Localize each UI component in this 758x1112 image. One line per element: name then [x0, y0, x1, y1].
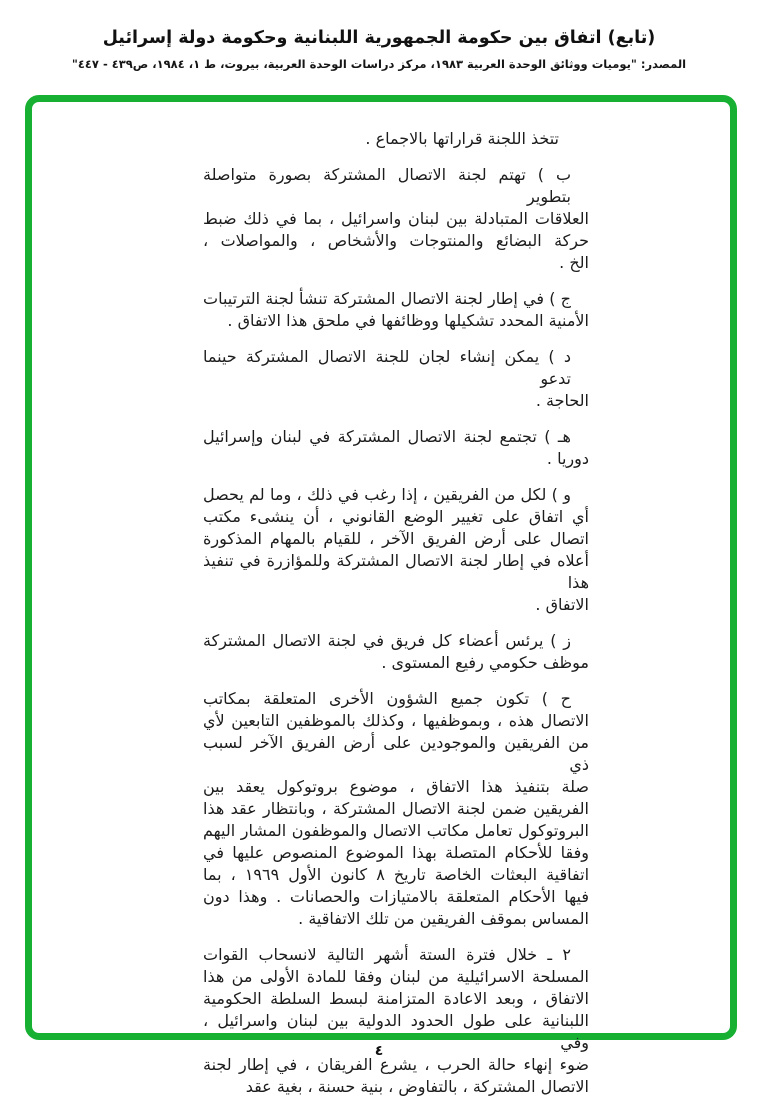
document-header	[0, 28, 758, 71]
page-number: ٤	[374, 1043, 384, 1059]
text-line: المسلحة الاسرائيلية من لبنان وفقا للمادة الأولى من هذا	[203, 967, 589, 986]
text-line: الحاجة .	[535, 391, 589, 410]
text-line: الاتصال المشتركة ، بالتفاوض ، بنية حسنة ، بغية عقد	[245, 1077, 589, 1096]
text-line: أي اتفاق على تغيير الوضع القانوني ، أن ينشىء مكتب	[203, 507, 589, 526]
text-line: د ) يمكن إنشاء لجان للجنة الاتصال المشتركة حينما تدعو	[203, 347, 571, 388]
paragraph	[203, 346, 589, 412]
text-line: ٢ ـ خلال فترة الستة أشهر التالية لانسحاب القوات	[203, 945, 571, 964]
text-line: ح ) تكون جميع الشؤون الأخرى المتعلقة بمكاتب	[203, 689, 571, 708]
source-citation: المصدر: "يوميات ووثائق الوحدة العربية ١٩٨٣، مركز دراسات الوحدة العربية، بيروت، ط ١، ١٩٨٤، ص٤٣٩ - ٤٤٧"	[71, 57, 687, 71]
text-line: الاتصال هذه ، وبموظفيها ، وكذلك بالموظفين التابعين لأي	[203, 711, 589, 730]
text-line: حركة البضائع والمنتوجات والأشخاص ، والمواصلات ،	[203, 231, 589, 250]
paragraph	[203, 128, 589, 150]
text-line: وفقا للأحكام المتصلة بهذا الموضوع المنصوص عليها في	[203, 843, 589, 862]
page-title: (تابع) اتفاق بين حكومة الجمهورية اللبنانية وحكومة دولة إسرائيل	[102, 28, 656, 48]
text-line: دوريا .	[546, 449, 589, 468]
paragraph	[203, 688, 589, 930]
text-line: ب ) تهتم لجنة الاتصال المشتركة بصورة متواصلة بتطوير	[203, 165, 571, 206]
text-line: ز ) يرئس أعضاء كل فريق في لجنة الاتصال المشتركة	[203, 631, 571, 650]
paragraph	[203, 630, 589, 674]
text-line: اتفاقية البعثات الخاصة تاريخ ٨ كانون الأول ١٩٦٩ ، بما	[203, 865, 590, 884]
paragraph	[203, 426, 589, 470]
text-line: و ) لكل من الفريقين ، إذا رغب في ذلك ، وما لم يحصل	[203, 485, 571, 504]
green-border-frame	[25, 95, 737, 1096]
paragraph	[203, 164, 589, 274]
text-line: الاتفاق ، وبعد الاعادة المتزامنة لبسط السلطة الحكومية	[203, 989, 589, 1008]
text-line: أعلاه في إطار لجنة الاتصال المشتركة وللمؤازرة في تنفيذ هذا	[203, 551, 589, 592]
text-line: اتصال على أرض الفريق الآخر ، للقيام بالمهام المذكورة	[203, 529, 589, 548]
text-line: الاتفاق .	[535, 595, 589, 614]
text-line: العلاقات المتبادلة بين لبنان واسرائيل ، بما في ذلك ضبط	[203, 209, 589, 228]
paragraph	[203, 484, 589, 616]
text-line: تتخذ اللجنة قراراتها بالاجماع .	[365, 129, 559, 148]
text-line: من الفريقين والموجودين على أرض الفريق الآخر لسبب ذي	[203, 733, 589, 774]
text-line: الخ .	[559, 253, 589, 272]
text-line: فيها الأحكام المتعلقة بالامتيازات والحصانات . وهذا دون	[203, 887, 589, 906]
text-line: هـ ) تجتمع لجنة الاتصال المشتركة في لبنان وإسرائيل	[203, 427, 571, 446]
text-line: الفريقين ضمن لجنة الاتصال المشتركة ، وبانتظار عقد هذا	[203, 799, 589, 818]
text-line: ج ) في إطار لجنة الاتصال المشتركة تنشأ لجنة الترتيبات	[203, 289, 571, 308]
text-line: الأمنية المحدد تشكيلها ووظائفها في ملحق هذا الاتفاق .	[227, 311, 589, 330]
text-line: المساس بموقف الفريقين من تلك الاتفاقية .	[298, 909, 589, 928]
text-line: موظف حكومي رفيع المستوى .	[381, 653, 589, 672]
paragraph	[203, 288, 589, 332]
text-line: اللبنانية على طول الحدود الدولية بين لبنان واسرائيل ، وفي	[203, 1011, 589, 1052]
document-body-text	[203, 128, 589, 1112]
text-line: صلة بتنفيذ هذا الاتفاق ، موضوع بروتوكول يعقد بين	[203, 777, 589, 796]
paragraph	[203, 944, 589, 1098]
text-line: البروتوكول تعامل مكاتب الاتصال والموظفون المشار اليهم	[203, 821, 589, 840]
text-line: ضوء إنهاء حالة الحرب ، يشرع الفريقان ، في إطار لجنة	[203, 1055, 589, 1074]
